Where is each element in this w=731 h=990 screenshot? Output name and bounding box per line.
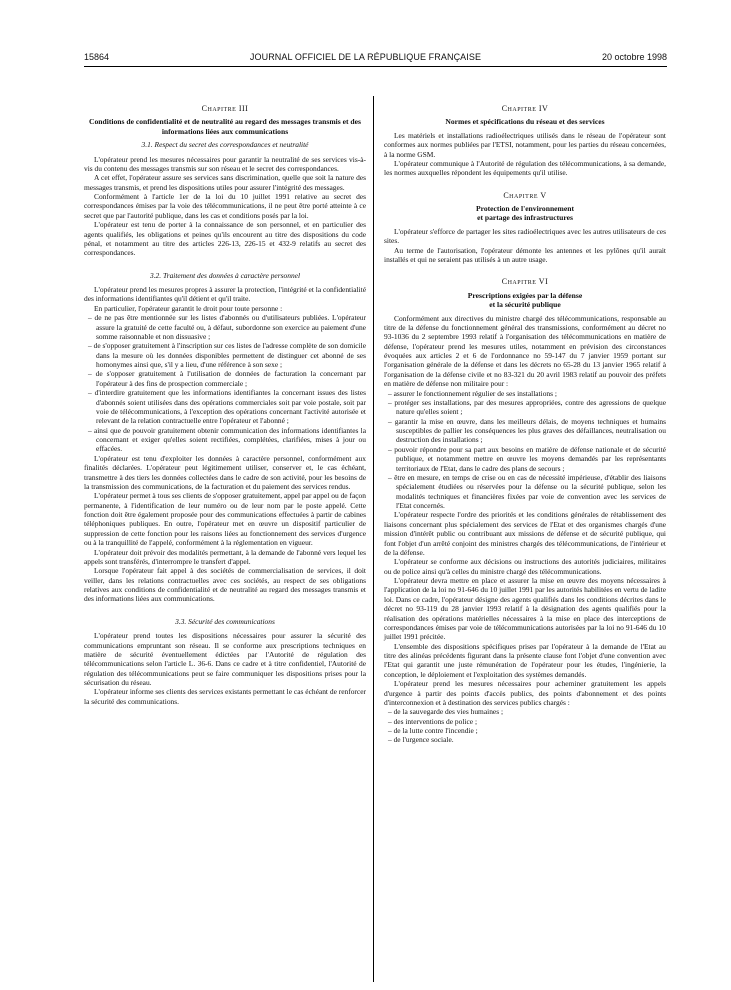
list-item: – ainsi que de pouvoir gratuitement obtenir communication des informations identifiantes la concernant et exiger qu'elles soient rectifiées, complétées, clarifiées, mises à jour ou effacées. (88, 425, 366, 454)
paragraph: L'opérateur est tenu de porter à la connaissance de son personnel, et en particulier des agents qualifiés, les obligations et peines qu'ils encourent au titre des dispositions du code pénal, et notamment au titre des articles 226-13, 226-15 et 432-9 relatifs au secret des correspondances. (84, 220, 366, 258)
list-item: – de s'opposer gratuitement à l'inscription sur ces listes de l'adresse complète de son domicile dans la mesure où les données disponibles permettent de distinguer cet abonné de ses homonymes ainsi que, s'il y a lieu, d'une référence à son sexe ; (88, 341, 367, 370)
left-column (84, 100, 366, 706)
journal-title: JOURNAL OFFICIEL DE LA RÉPUBLIQUE FRANÇAISE (249, 52, 482, 62)
paragraph: L'opérateur communique à l'Autorité de régulation des télécommunications, à sa demande, les normes auxquelles répondent les équipements qu'il utilise. (384, 158, 666, 178)
chapter-label: Chapitre IV (501, 104, 549, 113)
list-item: – de ne pas être mentionnée sur les listes d'abonnés ou d'utilisateurs publiées. L'opérateur assure la gratuité de cette faculté ou, à défaut, subordonne son exercice au paiement d'une somme raisonnable et non dissuasive ; (88, 313, 367, 341)
paragraph: L'opérateur s'efforce de partager les sites radioélectriques avec les autres utilisateurs de ces sites. (384, 226, 666, 246)
paragraph: Les matériels et installations radioélectriques utilisés dans le réseau de l'opérateur sont conformes aux normes publiées par l'ETSI, notamment, pour les parties du réseau concernées, à la norme GSM. (384, 130, 666, 159)
paragraph: Conformément à l'article 1er de la loi du 10 juillet 1991 relative au secret des correspondances émises par la voie des télécommunications, il ne peut être porté atteinte à ce secret que par l'autorité publique, dans les cas et conditions posés par la loi. (84, 192, 366, 220)
paragraph: L'opérateur prend les mesures propres à assurer la protection, l'intégrité et la confidentialité des informations identifiantes qu'il détient et qu'il traite. (84, 285, 366, 304)
chapter-label: Chapitre V (503, 190, 547, 200)
paragraph: L'opérateur devra mettre en place et assurer la mise en œuvre des moyens nécessaires à l'application de la loi no 91-646 du 10 juillet 1991 par les autorités habilitées en vertu de ladite loi. Dans ce cadre, l'opérateur désigne des agents qualifiés dans les conditions décrites dans le décret no 93-119 du 28 janvier 1993 relatif à la désignation des agents qualifiés pour la réalisation des opérations matérielles nécessaires à la mise en place des interceptions de correspondances émises par voie de télécommunications autorisées par la loi no 91-646 du 10 juillet 1991 précitée. (384, 576, 666, 642)
chapter-label: Chapitre III (201, 104, 249, 113)
chapter-title: Conditions de confidentialité et de neutralité au regard des messages transmis et des informations liées aux communications (89, 117, 361, 136)
paragraph: Au terme de l'autorisation, l'opérateur démonte les antennes et les pylônes qu'il aurait installés et qui ne seraient pas utilisés à un autre usage. (384, 245, 666, 264)
list-item: – pouvoir répondre pour sa part aux besoins en matière de défense nationale et de sécurité publique, et notamment mettre en œuvre les moyens demandés par les représentants territoriaux de l'Etat, dans le cadre des plans de secours ; (388, 444, 666, 473)
chapter-label: Chapitre VI (501, 277, 549, 287)
paragraph: Lorsque l'opérateur fait appel à des sociétés de commercialisation de services, il doit veiller, dans les relations contractuelles avec ces sociétés, au respect de ses obligations relatives aux conditions de confidentialité et de neutralité au regard des messages transmis et des informations liées aux communications. (84, 566, 366, 604)
chapter-title-line2: et la sécurité publique (489, 300, 561, 310)
page-number: 15864 (84, 52, 110, 62)
chapter-title: Protection de l'environnement (475, 204, 574, 214)
list-item: – de la lutte contre l'incendie ; (388, 726, 478, 736)
paragraph: L'opérateur se conforme aux décisions ou instructions des autorités judiciaires, militaires ou de police ainsi qu'à celles du ministre chargé des télécommunications. (384, 557, 666, 576)
chapter-title: Prescriptions exigées par la défense (467, 290, 583, 300)
list-item: – assurer le fonctionnement régulier de ses installations ; (388, 388, 557, 398)
paragraph: L'opérateur est tenu d'exploiter les données à caractère personnel, conformément aux finalités déclarées. L'opérateur peut légitimement utiliser, conserver et, le cas échéant, transmettre à des tiers les données collectées dans le cadre de son activité, pour les besoins de la transmission des communications, de la facturation et du paiement des services rendus. (84, 453, 366, 491)
chapter-title-line2: et partage des infrastructures (477, 213, 573, 223)
list-item: – des interventions de police ; (388, 716, 478, 726)
section-title: 3.2. Traitement des données à caractère personnel (149, 270, 301, 280)
emergency-list (384, 707, 666, 745)
paragraph: L'opérateur doit prévoir des modalités permettant, à la demande de l'abonné vers lequel les appels sont transférés, d'interrompre le transfert d'appel. (84, 547, 366, 566)
section-title: 3.1. Respect du secret des correspondances et neutralité (141, 140, 309, 150)
list-item: – être en mesure, en temps de crise ou en cas de nécessité impérieuse, d'établir des liaisons spécialement étudiées ou réservées pour la défense ou la sécurité publique, selon les modalités techniques et financières fixées par voie de convention avec les services de l'Etat concernés. (388, 472, 666, 511)
paragraph: L'ensemble des dispositions spécifiques prises par l'opérateur à la demande de l'Etat au titre des alinéas précédents figurant dans la présente clause font l'objet d'une convention avec l'Etat qui garantit une juste rémunération de l'opérateur pour les études, l'ingénierie, la conception, le déploiement et l'exploitation des systèmes demandés. (384, 641, 666, 679)
defense-list (384, 389, 666, 511)
section-title: 3.3. Sécurité des communications (175, 616, 275, 626)
list-item: – de s'opposer gratuitement à l'utilisation de données de facturation la concernant par l'opérateur à des fins de prospection commerciale ; (88, 369, 366, 388)
paragraph: L'opérateur prend toutes les dispositions nécessaires pour assurer la sécurité des communications empruntant son réseau. Il se conforme aux prescriptions techniques en matière de sécurité éventuellement édictées par l'Autorité de régulation des télécommunications selon l'article L. 36-6. Dans ce cadre et à titre confidentiel, l'Autorité de régulation des télécommunications peut se faire communiquer les dispositions prises pour la sécurisation du réseau. (84, 631, 366, 688)
rights-list (84, 313, 366, 454)
issue-date: 20 octobre 1998 (601, 52, 667, 62)
paragraph: L'opérateur informe ses clients des services existants permettant le cas échéant de renforcer la sécurité des communications. (84, 687, 366, 706)
right-column (384, 100, 666, 745)
list-item: – garantir la mise en œuvre, dans les meilleurs délais, de moyens techniques et humains susceptibles de pallier les conséquences les plus graves des défaillances, neutralisation ou destruction des installations ; (388, 416, 666, 445)
list-item: – d'interdire gratuitement que les informations identifiantes la concernant issues des listes d'abonnés soient utilisées dans des opérations commerciales soit par voie postale, soit par voie de télécommunications, à l'exception des opérations concernant l'activité autorisée et relevant de la relation contractuelle entre l'opérateur et l'abonné ; (88, 388, 367, 426)
column-divider (373, 96, 374, 982)
header-rule (84, 66, 667, 67)
list-item: – de l'urgence sociale. (388, 735, 454, 745)
running-header (0, 52, 731, 66)
paragraph: L'opérateur prend les mesures nécessaires pour acheminer gratuitement les appels d'urgence à partir des points d'accès publics, des points d'abonnement et des points d'interconnexion et à destination des services publics chargés : (384, 679, 666, 707)
chapter-title: Normes et spécifications du réseau et des services (445, 117, 605, 127)
paragraph: Conformément aux directives du ministre chargé des télécommunications, responsable au titre de la défense du fonctionnement général des transmissions, conformément au décret no 93-1036 du 2 septembre 1993 relatif à l'organisation des télécommunications en matière de défense, l'opérateur prend les mesures utiles, notamment en prévision des circonstances évoquées aux articles 2 et 6 de l'ordonnance no 59-147 du 7 janvier 1959 portant sur l'organisation générale de la défense et dans les décrets no 65-28 du 13 janvier 1965 relatif à l'organisation de la défense civile et no 83-321 du 20 avril 1983 relatif au pouvoir des préfets en matière de défense non militaire pour : (384, 313, 666, 389)
paragraph: L'opérateur respecte l'ordre des priorités et les conditions générales de rétablissement des liaisons concernant plus spécialement des services de l'Etat et des organismes chargés d'une mission d'intérêt public ou contribuant aux missions de défense et de sécurité publique, qui font l'objet d'un arrêté conjoint des ministres chargés des télécommunications, de l'intérieur et de la défense. (384, 510, 666, 557)
paragraph: L'opérateur permet à tous ses clients de s'opposer gratuitement, appel par appel ou de façon permanente, à l'identification de leur numéro ou de leur nom par le poste appelé. Cette fonction doit être également proposée pour des communications effectuées à partir de cabines téléphoniques publiques. En outre, l'opérateur met en œuvre un dispositif particulier de suppression de cette fonction pour les raisons liées au fonctionnement des services d'urgence ou à la tranquillité de l'appelé, conformément à la réglementation en vigueur. (84, 491, 366, 548)
list-item: – de la sauvegarde des vies humaines ; (388, 707, 504, 717)
paragraph: En particulier, l'opérateur garantit le droit pour toute personne : (94, 303, 283, 313)
paragraph: L'opérateur prend les mesures nécessaires pour garantir la neutralité de ses services vis-à-vis du contenu des messages transmis sur son réseau et le secret des correspondances. (84, 154, 366, 173)
list-item: – protéger ses installations, par des mesures appropriées, contre des agressions de quelque nature qu'elles soient ; (388, 397, 666, 417)
paragraph: A cet effet, l'opérateur assure ses services sans discrimination, quelle que soit la nature des messages transmis, et prend les dispositions utiles pour assurer l'intégrité des messages. (84, 173, 366, 192)
